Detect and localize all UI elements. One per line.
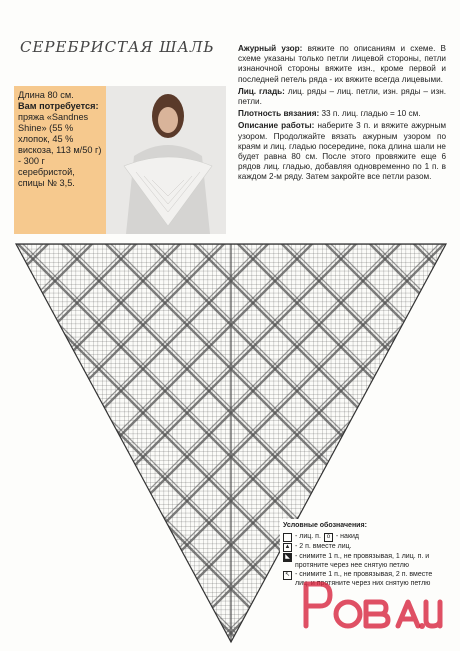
legend-text: - снимите 1 п., не провязывая, 1 лиц. п. и протяните через нее снятую петлю xyxy=(295,553,430,569)
circle-square-icon: o xyxy=(324,533,333,542)
info-box xyxy=(14,86,106,234)
stockinette-label: Лиц. гладь: xyxy=(238,86,285,96)
empty-square-icon xyxy=(283,533,292,542)
legend-row xyxy=(283,532,443,542)
materials-label: Вам потребуется: xyxy=(18,101,99,111)
page-title: СЕРЕБРИСТАЯ ШАЛЬ xyxy=(20,38,215,56)
gauge-label: Плотность вязания: xyxy=(238,109,320,119)
legend-row xyxy=(283,542,443,552)
lace-band xyxy=(14,240,27,644)
arrow-square-icon: ↖ xyxy=(284,572,291,578)
article-text xyxy=(238,44,446,185)
triangle-square-icon: ▲ xyxy=(284,544,291,550)
lace-text: вяжите по описаниям и схеме. В схеме указаны только петли лицевой стороны, петли изнаночной стороны вяжите изн., кроме первой и последней петель ряда - их вяжите всегда лицевыми. xyxy=(238,44,446,84)
legend-row xyxy=(283,552,443,570)
model-photo xyxy=(106,86,226,234)
legend-text: - 2 п. вместе лиц. xyxy=(295,543,352,550)
lace-label: Ажурный узор: xyxy=(238,44,303,53)
materials-text: пряжа «Sandnes Shine» (55 % хлопок, 45 % вискоза, 113 м/50 г) - 300 г серебристой, спицы № 3,5. xyxy=(18,112,102,188)
length-text: Длина 80 см. xyxy=(18,90,74,100)
gauge-text: 33 п. лиц. гладью = 10 см. xyxy=(321,109,421,119)
black-triangle-icon: ◣ xyxy=(283,553,292,562)
work-label: Описание работы: xyxy=(238,121,315,131)
lace-band xyxy=(14,240,47,644)
work-text: наберите 3 п. и вяжите ажурным узором. Продолжайте вязать ажурным узором по краям и лиц. гладью посередине, пока длина шали не будет равна 80 см. После этого провяжите еще 6 рядов лиц. гладью, добавляя одновременно по 1 п. в каждом 2-м ряду. Затем закройте все петли разом. xyxy=(238,121,446,182)
legend-title: Условные обозначения: xyxy=(283,522,367,529)
legend-text: - лиц. п. xyxy=(295,533,321,540)
model-photo-illustration xyxy=(106,86,226,234)
lace-band xyxy=(14,240,22,644)
legend-text: - снимите 1 п., не провязывая, 2 п. вместе лиц. и протяните через них снятую петлю xyxy=(295,571,433,587)
legend-text: - накид xyxy=(335,533,359,540)
watermark-logo xyxy=(300,570,450,632)
stockinette-text: лиц. ряды – лиц. петли, изн. ряды – изн. петли. xyxy=(238,86,446,107)
